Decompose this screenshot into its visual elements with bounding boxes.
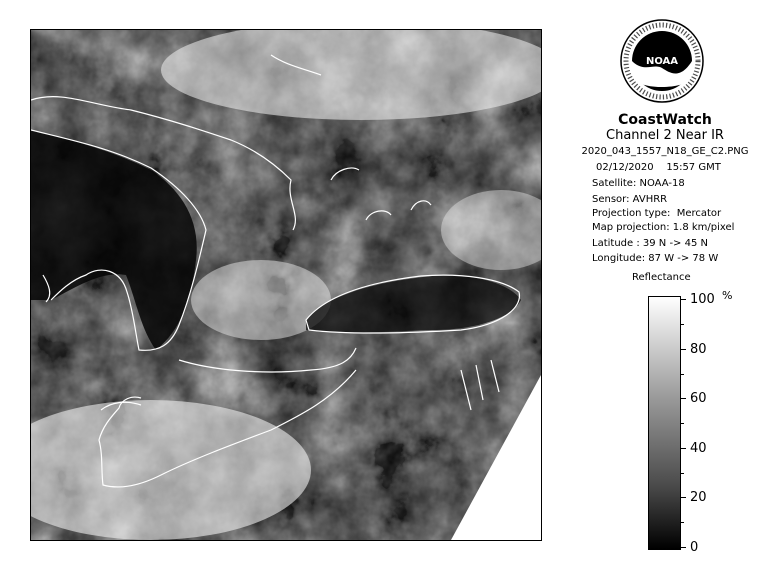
colorbar-tick [681,349,686,350]
colorbar-minor-tick [681,324,684,325]
brand-title: CoastWatch [618,112,712,128]
colorbar-tick [681,547,686,548]
reflectance-colorbar [648,296,681,550]
colorbar-minor-tick [681,374,684,375]
longitude-range: Longitude: 87 W -> 78 W [592,253,719,264]
colorbar-tick [681,398,686,399]
colorbar-tick [681,497,686,498]
colorbar-tick-label: 0 [690,540,699,555]
channel-name: Channel 2 Near IR [606,128,724,143]
map-projection-info: Map projection: 1.8 km/pixel [592,222,735,233]
satellite-info: Satellite: NOAA-18 [592,178,685,189]
colorbar-tick-label: 100 [690,292,715,307]
noaa-logo-icon [619,18,705,104]
legend-title: Reflectance [632,272,691,283]
colorbar-tick [681,299,686,300]
colorbar-minor-tick [681,473,684,474]
colorbar-minor-tick [681,522,684,523]
colorbar-tick-label: 20 [690,490,707,505]
colorbar-tick-label: 40 [690,441,707,456]
latitude-range: Latitude : 39 N -> 45 N [592,238,708,249]
image-filename: 2020_043_1557_N18_GE_C2.PNG [581,146,749,157]
projection-type-info: Projection type: Mercator [592,208,722,219]
satellite-imagery-canvas [31,30,541,540]
colorbar-unit: % [722,289,733,302]
acquisition-datetime: 02/12/2020 15:57 GMT [596,162,721,173]
colorbar-tick-label: 60 [690,391,707,406]
sensor-info: Sensor: AVHRR [592,194,668,205]
colorbar-minor-tick [681,423,684,424]
colorbar-tick [681,448,686,449]
colorbar-tick-label: 80 [690,342,707,357]
noaa-logo-text: NOAA [645,56,679,67]
satellite-image [30,29,542,541]
